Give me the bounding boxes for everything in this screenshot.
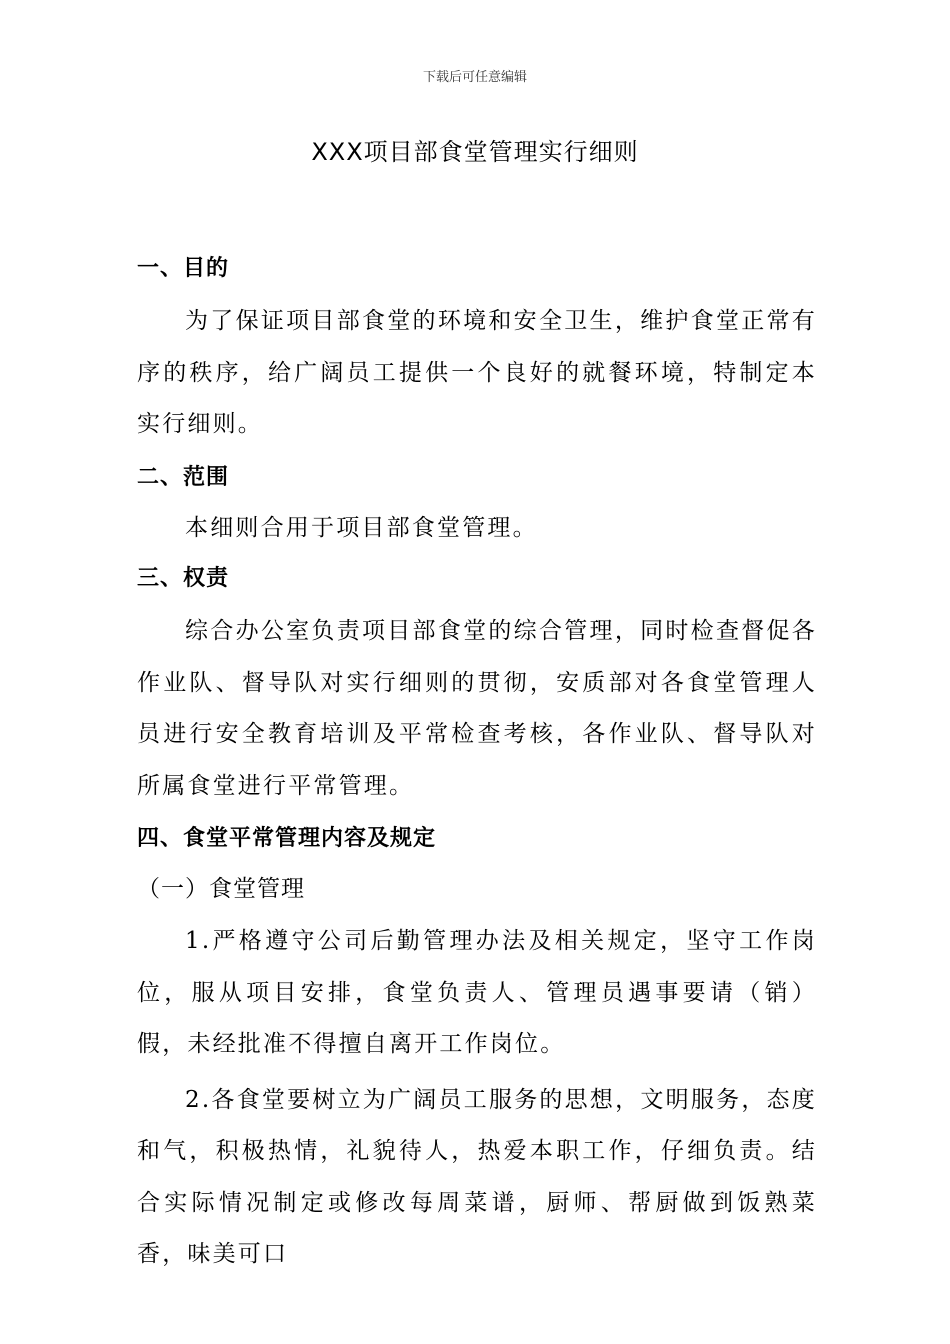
paragraph-rule-2: 2.各食堂要树立为广阔员工服务的思想，文明服务，态度和气，积极热情，礼貌待人，热爱本职工作，仔细负责。结合实际情况制定或修改每周菜谱，厨师、帮厨做到饭熟菜香，味美可口	[137, 1086, 817, 1267]
paragraph-purpose: 为了保证项目部食堂的环境和安全卫生，维护食堂正常有序的秩序，给广阔员工提供一个良好的就餐环境，特制定本实行细则。	[137, 308, 817, 437]
subsection-heading-canteen: （一）食堂管理	[137, 876, 305, 902]
paragraph-responsibility: 综合办公室负责项目部食堂的综合管理，同时检查督促各作业队、督导队对实行细则的贯彻，安质部对各食堂管理人员进行安全教育培训及平常检查考核，各作业队、督导队对所属食堂进行平常管理。	[137, 618, 817, 799]
paragraph-scope: 本细则合用于项目部食堂管理。	[185, 514, 538, 541]
section-heading-management: 四、食堂平常管理内容及规定	[137, 826, 437, 851]
document-body	[137, 244, 817, 1281]
section-heading-responsibility: 三、权责	[137, 566, 230, 591]
paragraph-rule-1: 1.严格遵守公司后勤管理办法及相关规定，坚守工作岗位，服从项目安排，食堂负责人、管理员遇事要请（销）假，未经批准不得擅自离开工作岗位。	[137, 928, 817, 1057]
section-heading-scope: 二、范围	[137, 464, 230, 490]
document-title: XXX项目部食堂管理实行细则	[311, 138, 639, 166]
section-heading-purpose: 一、目的	[137, 256, 230, 281]
page-header-note: 下载后可任意编辑	[422, 70, 527, 85]
